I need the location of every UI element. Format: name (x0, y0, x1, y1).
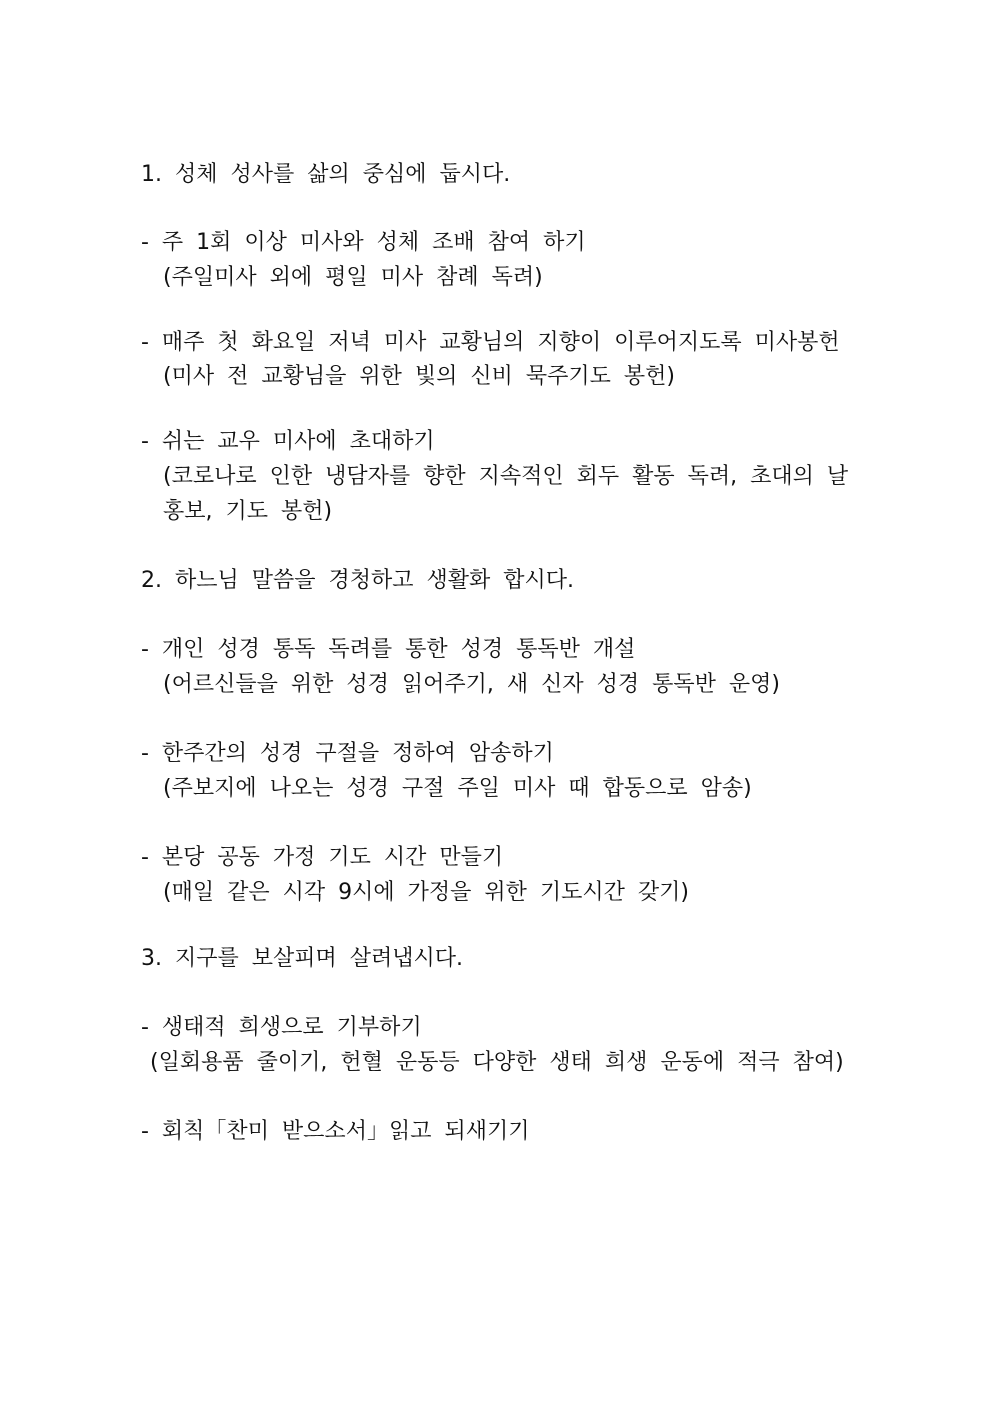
item-title-1-1: - 주 1회 이상 미사와 성체 조배 참여 하기 (141, 230, 586, 255)
item-title-2-2: - 한주간의 성경 구절을 정하여 암송하기 (141, 741, 554, 766)
item-detail-2-1: (어르신들을 위한 성경 읽어주기, 새 신자 성경 통독반 운영) (163, 672, 780, 697)
item-detail-2-3: (매일 같은 시각 9시에 가정을 위한 기도시간 갖기) (163, 880, 689, 905)
item-title-1-2: - 매주 첫 화요일 저녁 미사 교황님의 지향이 이루어지도록 미사봉헌 (141, 330, 840, 355)
item-detail-1-1: (주일미사 외에 평일 미사 참례 독려) (163, 265, 543, 290)
item-detail-2-2: (주보지에 나오는 성경 구절 주일 미사 때 합동으로 암송) (163, 776, 752, 801)
item-detail-3-1: (일회용품 줄이기, 헌혈 운동등 다양한 생태 희생 운동에 적극 참여) (150, 1050, 844, 1075)
item-detail-1-3-a: (코로나로 인한 냉담자를 향한 지속적인 회두 활동 독려, 초대의 날 (163, 464, 849, 489)
item-detail-1-3-b: 홍보, 기도 봉헌) (163, 499, 333, 524)
item-title-2-1: - 개인 성경 통독 독려를 통한 성경 통독반 개설 (141, 637, 636, 662)
item-title-2-3: - 본당 공동 가정 기도 시간 만들기 (141, 845, 504, 870)
item-title-3-1: - 생태적 희생으로 기부하기 (141, 1015, 422, 1040)
section-heading-2: 2. 하느님 말씀을 경청하고 생활화 합시다. (141, 568, 574, 593)
item-title-3-2: - 회칙「찬미 받으소서」읽고 되새기기 (141, 1119, 530, 1144)
section-heading-1: 1. 성체 성사를 삶의 중심에 둡시다. (141, 162, 511, 187)
item-title-1-3: - 쉬는 교우 미사에 초대하기 (141, 429, 435, 454)
item-detail-1-2: (미사 전 교황님을 위한 빛의 신비 묵주기도 봉헌) (163, 364, 675, 389)
section-heading-3: 3. 지구를 보살피며 살려냅시다. (141, 946, 463, 971)
